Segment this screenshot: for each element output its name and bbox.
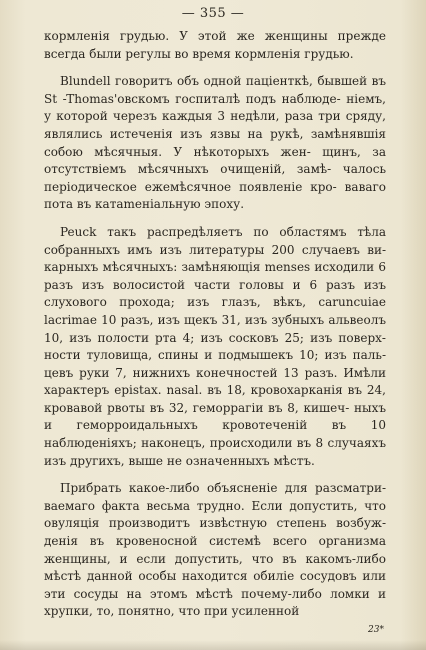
- signature-mark: 23*: [368, 625, 384, 635]
- paragraph-3: Peuck такъ распредѣляетъ по областямъ тѣла собранныхъ имъ изъ литературы 200 случаевъ ви- карныхъ мѣсячныхъ: замѣняющія menses исходили 6 разъ изъ волосистой части головы и 6 разъ изъ слухового прохода; изъ глазъ, вѣкъ, caruncuiae lacrimae 10 разъ, изъ щекъ 31, изъ зубныхъ альвеолъ 10, изъ полости рта 4; изъ сосковъ 25; изъ поверх- ности туловища, спины и подмышекъ 10; изъ паль- цевъ руки 7, нижнихъ конечностей 13 разъ. Имѣли характеръ epistax. nasal. въ 18, кровохарканія въ 24, кровавой рвоты въ 32, геморрагіи въ 8, кишеч- ныхъ и геморроидальныхъ кровотеченій въ 10 наблюденіяхъ; наконецъ, происходили въ 8 случаяхъ изъ другихъ, выше не означенныхъ мѣстъ.: [44, 224, 386, 468]
- paragraph-4: Прибрать какое-либо объясненіе для разсматри- ваемаго факта весьма трудно. Если допустить, что овуляція производитъ извѣстную степень возбуж- денія въ кровеносной системѣ всего организма женщины, и если допустить, что въ какомъ-либо мѣстѣ данной особы находится обиліе сосудовъ или эти сосуды на этомъ мѣстѣ почему-либо ломки и хрупки, то, понятно, что при усиленной: [44, 481, 386, 619]
- paragraph-2: Blundell говоритъ объ одной паціенткѣ, бывшей въ St -Thomas'овскомъ госпиталѣ подъ наблюде- ніемъ, у которой черезъ каждыя 3 недѣли, раза три сряду, являлись истеченія изъ язвы на рукѣ, замѣнявшія собою мѣсячныя. У нѣкоторыхъ жен- щинъ, за отсутствіемъ мѣсячныхъ очищеній, замѣ- чалось періодическое ежемѣсячное появленіе кро- ваваго пота въ катameніальную эпоху.: [44, 74, 386, 212]
- page-number: — 355 —: [181, 6, 245, 21]
- page-body: [44, 28, 386, 631]
- paragraph-1: кормленія грудью. У этой же женщины прежде всегда были регулы во время кормленія грудью.: [44, 29, 386, 61]
